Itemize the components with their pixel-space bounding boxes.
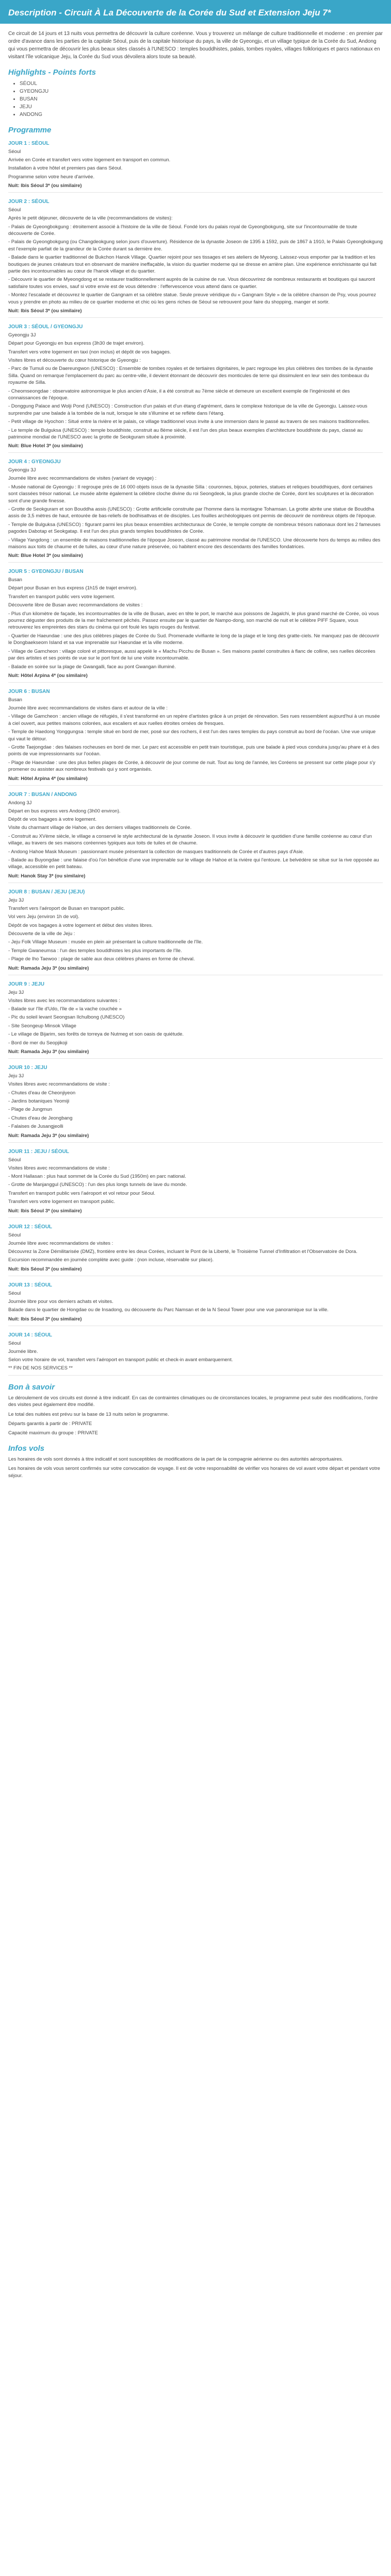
day-hotel: Nuit: Ramada Jeju 3* (ou similaire) (8, 965, 89, 971)
day-paragraph: Journée libre avec recommandations de visites dans et autour de la ville : (8, 705, 168, 711)
day-paragraph: - Parc de Tumuli ou de Daereungwon (UNESCO) : Ensemble de tombes royales et de tertiaires dignitaires, le parc regroupe les plus célèbres des tombes de la dynastie Silla. Quand on remarque l'emplacement du parc au centre-ville, il devient étonnant de découvrir des monticules de terre qui dissimulent en leur sein des tombeaux du royaume de Silla. (8, 366, 373, 386)
day-paragraph: Journée libre avec recommandations de visites : (8, 1240, 113, 1246)
day-city: Séoul (8, 1290, 21, 1296)
day-paragraph: Découvrez la Zone Démilitarisée (DMZ), frontière entre les deux Corées, incluant le Pont de la Liberté, le Troisième Tunnel d'Infiltration et l'Observatoire de Dora. (8, 1248, 357, 1255)
day-paragraph: - Balade en soirée sur la plage de Gwangalli, face au pont Gwangan illuminé. (8, 664, 176, 670)
day-title: JOUR 1 : SÉOUL (8, 141, 50, 146)
programme-heading: Programme (8, 126, 52, 134)
day-paragraph: - Mont Hallasan : plus haut sommet de la Corée du Sud (1950m) en parc national. (8, 1173, 186, 1179)
day-paragraph: - Balade sur l'île d'Udo, l'île de « la vache couchée » (8, 1006, 122, 1012)
day-block (8, 1064, 383, 1142)
day-title: JOUR 10 : JEJU (8, 1065, 47, 1071)
highlight-item: • SÉOUL (20, 80, 383, 88)
day-title: JOUR 3 : SÉOUL / GYEONGJU (8, 324, 83, 330)
day-block (8, 791, 383, 883)
day-title: JOUR 6 : BUSAN (8, 688, 50, 694)
infos-vols-text (8, 1456, 383, 1479)
intro-text: Ce circuit de 14 jours et 13 nuits vous permettra de découvrir la culture coréenne. Vous y trouverez un mélange de culture traditionnelle et moderne : en premier par ordre d'avance dans les parties de la capitale Séoul, puis de la capitale historique du pays, la ville de Gyeongju, et un village typique de la Corée du Sud, Andong qui vous permettra de découvrir les plus beaux sites classés à l'UNESCO : temples bouddhistes, palais, tombes royales, villages folkloriques et parcs nationaux en visitant l'île volcanique Jeju, la Corée du Sud vous dévoilera alors toute sa beauté. (8, 31, 383, 60)
bon-paragraph: Capacité maximum du groupe : PRIVATE (8, 1430, 98, 1436)
day-city: Séoul (8, 1232, 21, 1238)
day-city: Jeju 3J (8, 1073, 24, 1079)
day-paragraph: Découverte libre de Busan avec recommandations de visites : (8, 602, 143, 608)
day-paragraph: Transfert vers votre logement en transport public. (8, 1199, 116, 1205)
day-divider (8, 682, 383, 683)
day-block (8, 458, 383, 563)
day-city: Andong 3J (8, 800, 32, 806)
day-paragraph: - Montez l'escalade et découvrez le quartier de Gangnam et sa célèbre statue. Seule preuve véridique du « Gangnam Style » de la célèbre chanson de Psy, vous pourrez vous y prendre en photo au milieu de ce quartier moderne et chic où les gens riches de Séoul se retrouvent pour faire du shopping, manger et sortir. (8, 292, 376, 305)
day-block (8, 323, 383, 453)
infos-paragraph: Les horaires de vols sont donnés à titre indicatif et sont susceptibles de modifications de la part de la compagnie aérienne ou des autorités aéroportuaires. (8, 1456, 344, 1462)
day-city: Séoul (8, 1340, 21, 1346)
day-hotel: Nuit: Ibis Séoul 3* (ou similaire) (8, 1266, 82, 1272)
day-paragraph: - Falaises de Jusangjeolli (8, 1124, 63, 1130)
day-hotel: Nuit: Ibis Séoul 3* (ou similaire) (8, 183, 82, 189)
day-city: Gyeongju 3J (8, 332, 36, 338)
day-divider (8, 562, 383, 563)
day-paragraph: - Plage de Haeundae : une des plus belles plages de Corée, à découvrir de jour comme de nuit. Tout au long de l'année, les Coréens se pressent sur cette plage pour s'y promener ou assister aux nombreux festivals qui y sont organisés. (8, 759, 376, 773)
day-paragraph: - Le village de Bijarim, ses forêts de torreya de Nutmeg et son oasis de quiétude. (8, 1031, 184, 1038)
day-divider (8, 1217, 383, 1218)
day-divider (8, 785, 383, 786)
day-paragraph: - Chutes d'eau de Jeongbang (8, 1115, 73, 1121)
day-city: Séoul (8, 149, 21, 155)
day-hotel: Nuit: Ibis Séoul 3* (ou similaire) (8, 308, 82, 314)
infos-paragraph: Les horaires de vols vous seront confirmés sur votre convocation de voyage. Il est de votre responsabilité de vérifier vos horaires de vol avant votre départ et pendant votre séjour. (8, 1466, 380, 1479)
day-hotel: Nuit: Hôtel Arpina 4* (ou similaire) (8, 672, 88, 679)
day-title: JOUR 7 : BUSAN / ANDONG (8, 791, 77, 798)
page-title: Description - Circuit À La Découverte de la Corée du Sud et Extension Jeju 7* (8, 8, 331, 18)
day-paragraph: - Village de Gamcheon : village coloré et pittoresque, aussi appelé le « Machu Picchu de Busan ». Ses maisons pastel construites à flanc de colline, ses ruelles décorées par des artistes et ses points de vue sur le port font de lui une visite incontournable. (8, 648, 376, 662)
day-paragraph: - Quartier de Haeundae : une des plus célèbres plages de Corée du Sud. Promenade vivifiante le long de la plage et le long des gratte-ciels. Ne manquez pas de découvrir le Dongbaekseom Island et sa vue imprenable sur Haeundae et la ville moderne. (8, 633, 380, 646)
day-paragraph: Après le petit déjeuner, découverte de la ville (recommandations de visites): (8, 215, 173, 222)
day-paragraph: Transfert vers votre logement en taxi (non inclus) et dépôt de vos bagages. (8, 349, 171, 355)
day-paragraph: Selon votre horaire de vol, transfert vers l'aéroport en transport public et check-in avant embarquement. (8, 1357, 233, 1363)
day-paragraph: Journée libre avec recommandations de visites (variant de voyage) : (8, 476, 157, 482)
day-paragraph: Visites libres avec recommandations de visite : (8, 1165, 110, 1171)
day-paragraph: - Palais de Gyeongbokgung (ou Changdeokgung selon jours d'ouverture). Résidence de la dynastie Joseon de 1395 à 1592, puis de 1867 à 1910, le Palais Gyeongbokgung est l'exemple parfait de la grandeur de la Corée durant sa dernière ère. (8, 239, 383, 252)
page-title-banner (0, 0, 391, 24)
day-block (8, 1223, 383, 1276)
bon-a-savoir-heading: Bon à savoir (8, 1382, 55, 1392)
day-block (8, 568, 383, 682)
day-paragraph: - Temple de Haedong Yonggungsa : temple situé en bord de mer, posé sur des rochers, il est l'un des rares temples du pays construit au bord de l'océan. Une vue unique qui vaut le détour. (8, 729, 376, 742)
highlight-item: • JEJU (20, 103, 383, 111)
day-title: JOUR 14 : SÉOUL (8, 1332, 53, 1338)
day-hotel: Nuit: Hanok Stay 3* (ou similaire) (8, 873, 86, 879)
day-title: JOUR 4 : GYEONGJU (8, 459, 61, 465)
day-paragraph: - Le temple de Bulguksa (UNESCO) : temple bouddhiste, construit au 8ème siècle, il est l'un des plus beaux exemples d'architecture bouddhiste du pays, classé au patrimoine mondial de l'UNESCO avec la grotte de Seokguram située à proximité. (8, 427, 363, 440)
day-paragraph: - Plage de Jungmun (8, 1107, 53, 1113)
day-paragraph: - Site Seongeup Minsok Village (8, 1023, 76, 1029)
highlight-item: • BUSAN (20, 95, 383, 103)
day-paragraph: Visites libres avec les recommandations suivantes : (8, 997, 120, 1004)
bon-paragraph: Le déroulement de vos circuits est donné à titre indicatif. En cas de contraintes climatiques ou de circonstances locales, le programme peut subir des modifications, l'ordre des visites peut également être modifié. (8, 1395, 378, 1408)
day-paragraph: - Musée national de Gyeongju : Il regroupe près de 16 000 objets issus de la dynastie Silla : couronnes, bijoux, poteries, statues et reliques bouddhiques, dont certaines sont classées trésor national. Le musée abrite également la célèbre cloche divine du roi Seongdeok, la plus grande cloche de Corée, dont les sculptures et la décoration sont d'une grande finesse. (8, 484, 374, 504)
day-paragraph: Découverte de la ville de Jeju : (8, 931, 75, 937)
day-paragraph: - Village de Gamcheon : ancien village de réfugiés, il s'est transformé en un repère d'artistes grâce à un projet de rénovation. Ses rues ressemblent aujourd'hui à un musée à ciel ouvert, aux petites maisons colorées, aux escaliers et aux ruelles étroites ornées de fresques. (8, 714, 380, 726)
day-paragraph: - Temple de Bulguksa (UNESCO) : figurant parmi les plus beaux ensembles architecturaux de Corée, le temple compte de nombreux trésors nationaux dont les 2 fameuses pagodes Dabotap et Seokgatap. Il est l'un des plus grands temples bouddhistes de Corée. (8, 521, 381, 535)
day-paragraph: Arrivée en Corée et transfert vers votre logement en transport en commun. (8, 157, 171, 163)
day-paragraph: - Palais de Gyeongbokgung : étroitement associé à l'histoire de la ville de Séoul. Fondé lors du palais royal de Gyeongbokgung, site sur l'incontournable de toute découverte de Corée. (8, 224, 357, 237)
day-paragraph: - Grotte de Manjanggul (UNESCO) : l'un des plus longs tunnels de lave du monde. (8, 1182, 187, 1188)
day-paragraph: - Plus d'un kilomètre de façade, les incontournables de la ville de Busan, avec en tête le port, le marché aux poissons de Jagalchi, le plus grand marché de Corée, où vous pourrez déguster des produits de la mer fraîchement pêchés. Passez ensuite par le quartier de Nampo-dong, son marché de nuit et le célèbre PIFF Square, vous retrouverez les empreintes des stars du cinéma qui ont foulé les tapis rouges du festival. (8, 611, 379, 631)
day-paragraph: Départ en bus express vers Andong (3h00 environ). (8, 808, 121, 814)
highlight-item: • GYEONGJU (20, 88, 383, 95)
day-paragraph: Transfert vers l'aéroport de Busan en transport public. (8, 905, 125, 911)
day-hotel: Nuit: Ramada Jeju 3* (ou similaire) (8, 1132, 89, 1139)
day-paragraph: Journée libre. (8, 1348, 38, 1354)
day-block (8, 1148, 383, 1218)
bon-paragraph: Départs garantis à partir de : PRIVATE (8, 1421, 92, 1427)
day-title: JOUR 11 : JEJU / SÉOUL (8, 1148, 69, 1155)
day-divider (8, 1142, 383, 1143)
day-paragraph: Visites libres avec recommandations de visite : (8, 1081, 110, 1088)
day-city: Jeju 3J (8, 989, 24, 995)
day-paragraph: Dépôt de vos bagages à votre logement et début des visites libres. (8, 922, 153, 928)
day-divider (8, 192, 383, 193)
day-divider (8, 317, 383, 318)
day-paragraph: Départ pour Gyeongju en bus express (3h30 de trajet environ). (8, 341, 145, 347)
day-title: JOUR 2 : SÉOUL (8, 199, 50, 205)
day-paragraph: - Découvrir le quartier de Myeongdong et se restaurer traditionnellement auprès de la cuisine de rue. Vous découvrirez de nombreux restaurants et boutiques qui sauront satisfaire toutes vos envies, sauf si votre envie est de vous détendre : l'effervescence vous attend dans ce quartier. (8, 277, 375, 290)
day-paragraph: - Village Yangdong : un ensemble de maisons traditionnelles de l'époque Joseon, classé au patrimoine mondial de l'UNESCO. Une découverte hors du temps au milieu des maisons aux toits de chaume et de tuiles, au cœur d'une nature préservée, où habitent encore des descendants des familles fondatrices. (8, 537, 381, 550)
bon-paragraph: Le total des nuitées est prévu sur la base de 13 nuits selon le programme. (8, 1411, 169, 1417)
day-block (8, 688, 383, 786)
day-city: Jeju 3J (8, 897, 24, 903)
day-paragraph: Transfert en transport public vers votre logement. (8, 594, 116, 600)
highlight-item: • ANDONG (20, 111, 383, 118)
day-paragraph: - Andong Hahoe Mask Museum : passionnant musée présentant la collection de masques traditionnels de Corée et d'autres pays d'Asie. (8, 849, 304, 855)
day-paragraph: - Petit village de Hyochon : Situé entre la rivière et le palais, ce village traditionnel vous invite à une immersion dans le passé au travers de ses maisons traditionnelles. (8, 419, 370, 425)
day-title: JOUR 8 : BUSAN / JEJU (JEJU) (8, 889, 85, 895)
day-paragraph: - Chutes d'eau de Cheonjiyeon (8, 1090, 76, 1096)
day-paragraph: - Grotte Taejongdae : des falaises rocheuses en bord de mer. Le parc est accessible en petit train touristique, puis une balade à pied vous conduira jusqu'au phare et à des points de vue impressionnants sur l'océan. (8, 744, 380, 757)
day-paragraph: Transfert en transport public vers l'aéroport et vol retour pour Séoul. (8, 1190, 156, 1196)
day-paragraph: - Bord de mer du Seopjikoji (8, 1040, 68, 1046)
day-block (8, 980, 383, 1059)
day-city: Séoul (8, 1157, 21, 1163)
day-hotel: Nuit: Blue Hotel 3* (ou similaire) (8, 443, 83, 449)
day-paragraph: - Construit au XVème siècle, le village a conservé le style architectural de la dynastie Joseon. Il vous invite à découvrir le quotidien d'une famille coréenne au cœur d'un village, au travers de ses maisons coréennes typiques aux toits de tuiles et de chaume. (8, 833, 372, 846)
programme-days (8, 140, 383, 1376)
day-paragraph: - Cheomseongdae : observatoire astronomique le plus ancien d'Asie, il a été construit au 7ème siècle et demeure un excellent exemple de l'ingéniosité et des connaissances de l'époque. (8, 388, 350, 401)
day-paragraph: - Jardins botaniques Yeomiji (8, 1098, 70, 1104)
day-paragraph: ** FIN DE NOS SERVICES ** (8, 1365, 73, 1371)
day-paragraph: - Donggung Palace and Wolji Pond (UNESCO) : Construction d'un palais et d'un étang d'agrément, dans le complexe historique de la ville de Gyeongju. Laissez-vous surprendre par une balade à la tombée de la nuit, lorsque le site s'illumine et se reflète dans l'étang. (8, 403, 367, 416)
day-city: Busan (8, 577, 22, 583)
day-paragraph: Programme selon votre heure d'arrivée. (8, 174, 95, 180)
infos-vols-heading: Infos vols (8, 1444, 45, 1453)
day-paragraph: - Pic du soleil levant Seongsan Ilchulbong (UNESCO) (8, 1014, 125, 1021)
day-title: JOUR 12 : SÉOUL (8, 1224, 53, 1230)
day-title: JOUR 9 : JEJU (8, 981, 45, 987)
main-content (0, 24, 391, 1492)
day-paragraph: Visite du charmant village de Hahoe, un des derniers villages traditionnels de Corée. (8, 825, 192, 831)
day-paragraph: - Jeju Folk Village Museum : musée en plein air présentant la culture traditionnelle de l'île. (8, 939, 203, 945)
day-hotel: Nuit: Hôtel Arpina 4* (ou similaire) (8, 775, 88, 782)
day-block (8, 1331, 383, 1376)
highlights-list (8, 80, 383, 118)
day-block (8, 888, 383, 975)
day-paragraph: - Plage de Iho Taewoo : plage de sable aux deux célèbres phares en forme de cheval. (8, 956, 195, 962)
day-divider (8, 452, 383, 453)
day-paragraph: - Temple Gwaneumsa : l'un des temples bouddhistes les plus importants de l'île. (8, 947, 182, 954)
day-city: Séoul (8, 207, 21, 213)
day-city: Busan (8, 697, 22, 703)
day-title: JOUR 5 : GYEONGJU / BUSAN (8, 569, 84, 575)
day-paragraph: Excursion recommandée en journée complète avec guide : (non incluse, réservable sur place). (8, 1257, 214, 1263)
day-hotel: Nuit: Blue Hotel 3* (ou similaire) (8, 553, 83, 559)
day-block (8, 140, 383, 193)
day-hotel: Nuit: Ibis Séoul 3* (ou similaire) (8, 1208, 82, 1214)
day-paragraph: Départ pour Busan en bus express (1h15 de trajet environ). (8, 585, 138, 591)
day-hotel: Nuit: Ramada Jeju 3* (ou similaire) (8, 1049, 89, 1055)
day-hotel: Nuit: Ibis Séoul 3* (ou similaire) (8, 1316, 82, 1322)
day-paragraph: - Grotte de Seokguram et son Bouddha assis (UNESCO) : Grotte artificielle construite par l'homme dans la montagne Tohamsan. La grotte abrite une statue de Bouddha assis de 3,5 mètres de haut, entourée de bas-reliefs de bodhisattvas et de disciples. Les fouilles archéologiques ont permis de découvrir de nombreux objets de l'époque. (8, 506, 377, 519)
day-paragraph: Visites libres et découverte du cœur historique de Gyeongju : (8, 357, 141, 363)
day-paragraph: - Balade au Buyongdae : une falaise d'où l'on bénéficie d'une vue imprenable sur le village de Hahoe et la rivière qui l'entoure. Le belvédère se situe sur la rive opposée au village, accessible en petit bateau. (8, 857, 379, 870)
day-title: JOUR 13 : SÉOUL (8, 1282, 53, 1288)
day-paragraph: Journée libre pour vos derniers achats et visites. (8, 1298, 113, 1304)
day-divider (8, 1058, 383, 1059)
day-paragraph: - Balade dans le quartier traditionnel de Bukchon Hanok Village. Quartier rejoint pour ses tissages et ses ateliers de Myeong. Laissez-vous emporter par la tradition et les boutiques de jeunes créateurs tout en observant de manière ineffaçable, la vision du quartier moderne qui se dresse en arrière plan. Une expérience enrichissante qui fait partie des incontournables au cœur de l'hanok village et du quartier. (8, 255, 377, 275)
day-block (8, 198, 383, 318)
bon-a-savoir-text (8, 1395, 383, 1437)
day-city: Gyeongju 3J (8, 467, 36, 473)
day-paragraph: Balade dans le quartier de Hongdae ou de Insadong, ou découverte du Parc Namsan et de la N Seoul Tower pour une vue panoramique sur la ville. (8, 1307, 329, 1313)
day-paragraph: Dépôt de vos bagages à votre logement. (8, 816, 97, 822)
day-paragraph: Vol vers Jeju (environ 1h de vol). (8, 914, 79, 920)
highlights-heading: Highlights - Points forts (8, 68, 96, 77)
day-block (8, 1281, 383, 1326)
day-paragraph: Installation à votre hôtel et premiers pas dans Séoul. (8, 165, 123, 172)
day-divider (8, 1375, 383, 1376)
